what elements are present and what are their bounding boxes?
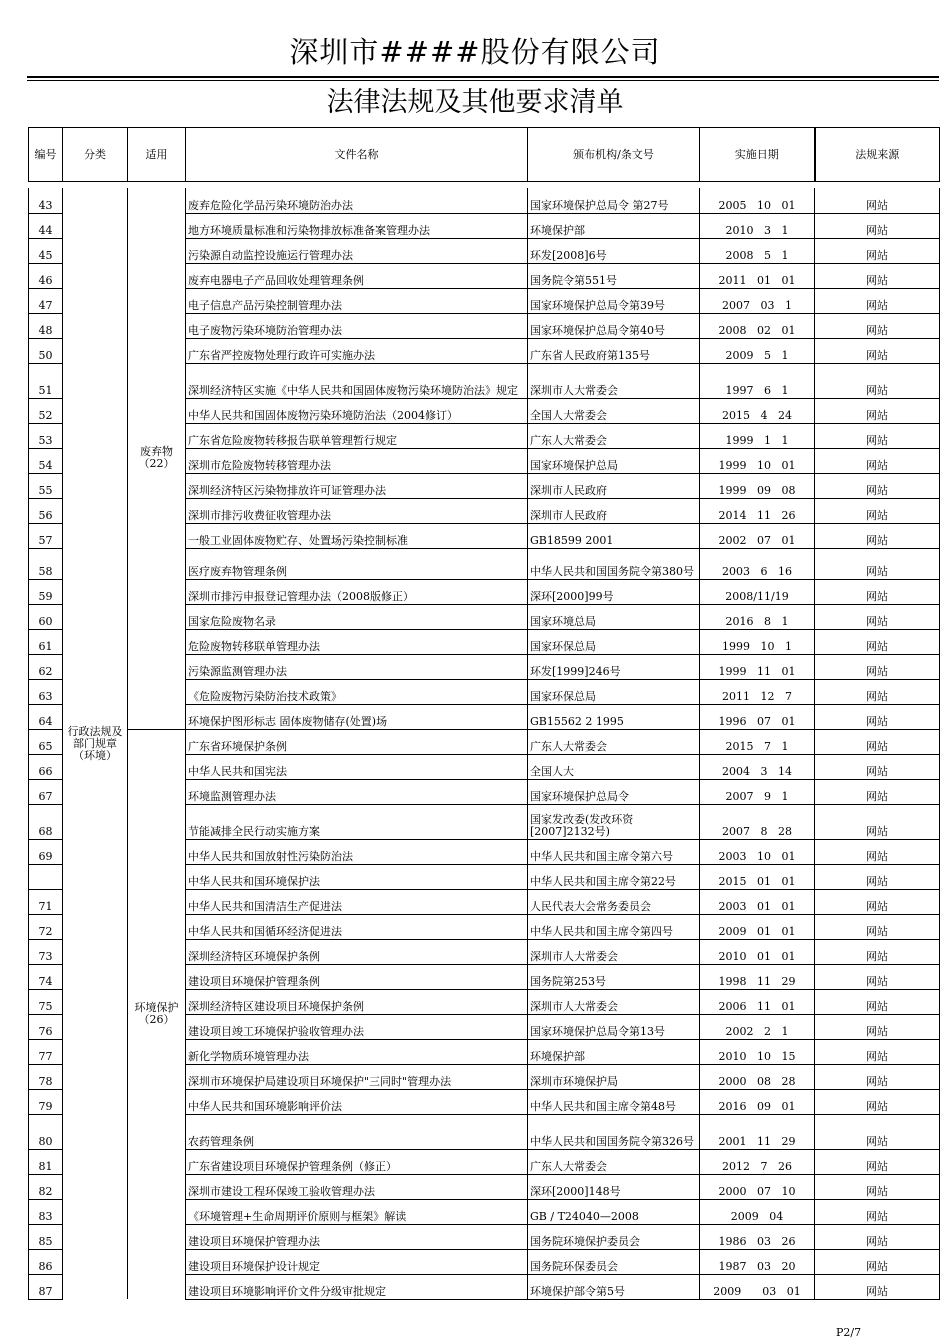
row-number: 58: [29, 548, 63, 579]
row-number: 73: [29, 939, 63, 964]
page-number: P2/7: [836, 1326, 862, 1339]
document-name: 《危险废物污染防治技术政策》: [186, 679, 528, 704]
effective-date: 2016 09 01: [700, 1089, 815, 1114]
issuing-authority: 国务院第253号: [528, 964, 700, 989]
effective-date: 2009 03 01: [700, 1274, 815, 1299]
regulation-source: 网站: [815, 548, 940, 579]
row-number: 83: [29, 1199, 63, 1224]
document-title: 法律法规及其他要求清单: [326, 87, 624, 118]
issuing-authority: 人民代表大会常务委员会: [528, 889, 700, 914]
row-number: 69: [29, 839, 63, 864]
table-body: [29, 188, 940, 1299]
effective-date: 1999 10 1: [700, 629, 815, 654]
regulation-source: 网站: [815, 1014, 940, 1039]
row-number: 64: [29, 704, 63, 729]
regulation-source: 网站: [815, 1249, 940, 1274]
row-number: 62: [29, 654, 63, 679]
regulation-source: 网站: [815, 839, 940, 864]
regulation-source: 网站: [815, 679, 940, 704]
regulation-source: 网站: [815, 889, 940, 914]
regulation-source: 网站: [815, 473, 940, 498]
regulation-source: 网站: [815, 1149, 940, 1174]
scope-cell-waste: 废弃物（22）: [128, 188, 186, 729]
document-name: 中华人民共和国放射性污染防治法: [186, 839, 528, 864]
document-name: 广东省建设项目环境保护管理条例（修正）: [186, 1149, 528, 1174]
document-name: 节能减排全民行动实施方案: [186, 804, 528, 839]
effective-date: 2011 12 7: [700, 679, 815, 704]
row-number: 61: [29, 629, 63, 654]
effective-date: 2002 07 01: [700, 523, 815, 548]
regulation-source: 网站: [815, 704, 940, 729]
document-name: 电子废物污染环境防治管理办法: [186, 313, 528, 338]
issuing-authority: 深圳市环境保护局: [528, 1064, 700, 1089]
issuing-authority: 中华人民共和国主席令第48号: [528, 1089, 700, 1114]
col-header-issuer: 颁布机构/条文号: [528, 128, 700, 182]
effective-date: 1999 1 1: [700, 423, 815, 448]
table-row: [29, 729, 940, 754]
regulation-source: 网站: [815, 523, 940, 548]
document-name: 国家危险废物名录: [186, 604, 528, 629]
issuing-authority: 国家环境保护总局: [528, 448, 700, 473]
row-number: 76: [29, 1014, 63, 1039]
row-number: 87: [29, 1274, 63, 1299]
effective-date: 2012 7 26: [700, 1149, 815, 1174]
document-name: 废弃电器电子产品回收处理管理条例: [186, 263, 528, 288]
regulation-source: 网站: [815, 1199, 940, 1224]
effective-date: 1997 6 1: [700, 363, 815, 398]
col-header-category: 分类: [63, 128, 128, 182]
effective-date: 2008/11/19: [700, 579, 815, 604]
document-name: 广东省严控废物处理行政许可实施办法: [186, 338, 528, 363]
regulation-source: 网站: [815, 754, 940, 779]
row-number: 44: [29, 213, 63, 238]
regulation-source: 网站: [815, 779, 940, 804]
issuing-authority: 国家环保总局: [528, 679, 700, 704]
document-name: 广东省环境保护条例: [186, 729, 528, 754]
issuing-authority: 国务院令第551号: [528, 263, 700, 288]
category-cell: 行政法规及部门规章（环境）: [63, 188, 128, 1299]
effective-date: 2003 01 01: [700, 889, 815, 914]
effective-date: 2009 5 1: [700, 338, 815, 363]
issuing-authority: 深环[2000]148号: [528, 1174, 700, 1199]
document-name: 建设项目环境保护管理办法: [186, 1224, 528, 1249]
issuing-authority: 广东省人民政府第135号: [528, 338, 700, 363]
document-name: 中华人民共和国环境影响评价法: [186, 1089, 528, 1114]
effective-date: 2009 04: [700, 1199, 815, 1224]
row-number: 43: [29, 188, 63, 213]
effective-date: 1996 07 01: [700, 704, 815, 729]
row-number: 78: [29, 1064, 63, 1089]
document-name: 建设项目环境影响评价文件分级审批规定: [186, 1274, 528, 1299]
row-number: 80: [29, 1114, 63, 1149]
effective-date: 1987 03 20: [700, 1249, 815, 1274]
effective-date: 2000 07 10: [700, 1174, 815, 1199]
issuing-authority: 中华人民共和国国务院令第326号: [528, 1114, 700, 1149]
regulation-source: 网站: [815, 398, 940, 423]
document-name: 深圳市建设工程环保竣工验收管理办法: [186, 1174, 528, 1199]
col-header-doc-name: 文件名称: [186, 128, 528, 182]
regulation-source: 网站: [815, 939, 940, 964]
issuing-authority: 国务院环保委员会: [528, 1249, 700, 1274]
effective-date: 1999 09 08: [700, 473, 815, 498]
effective-date: 2007 03 1: [700, 288, 815, 313]
regulation-source: 网站: [815, 1114, 940, 1149]
effective-date: 2002 2 1: [700, 1014, 815, 1039]
regulation-source: 网站: [815, 729, 940, 754]
document-name: 地方环境质量标准和污染物排放标准备案管理办法: [186, 213, 528, 238]
row-number: 71: [29, 889, 63, 914]
document-name: 《环境管理+生命周期评价原则与框架》解读: [186, 1199, 528, 1224]
effective-date: 2015 4 24: [700, 398, 815, 423]
document-name: 建设项目环境保护管理条例: [186, 964, 528, 989]
regulation-source: 网站: [815, 238, 940, 263]
document-name: 建设项目环境保护设计规定: [186, 1249, 528, 1274]
regulation-source: 网站: [815, 448, 940, 473]
effective-date: 1986 03 26: [700, 1224, 815, 1249]
effective-date: 2001 11 29: [700, 1114, 815, 1149]
effective-date: 2004 3 14: [700, 754, 815, 779]
row-number: 67: [29, 779, 63, 804]
document-name: 污染源监测管理办法: [186, 654, 528, 679]
issuing-authority: 环境保护部令第5号: [528, 1274, 700, 1299]
document-name: 深圳经济特区实施《中华人民共和国固体废物污染环境防治法》规定: [186, 363, 528, 398]
effective-date: 2008 02 01: [700, 313, 815, 338]
document-name: 新化学物质环境管理办法: [186, 1039, 528, 1064]
row-number: 55: [29, 473, 63, 498]
issuing-authority: GB15562 2 1995: [528, 704, 700, 729]
issuing-authority: 深环[2000]99号: [528, 579, 700, 604]
regulation-source: 网站: [815, 864, 940, 889]
regulation-source: 网站: [815, 423, 940, 448]
regulation-source: 网站: [815, 263, 940, 288]
regulation-source: 网站: [815, 1089, 940, 1114]
row-number: 52: [29, 398, 63, 423]
effective-date: 1998 11 29: [700, 964, 815, 989]
row-number: 46: [29, 263, 63, 288]
row-number: 47: [29, 288, 63, 313]
regulation-source: 网站: [815, 288, 940, 313]
regulation-source: 网站: [815, 1274, 940, 1299]
effective-date: 2009 01 01: [700, 914, 815, 939]
row-number: 53: [29, 423, 63, 448]
regulation-source: 网站: [815, 313, 940, 338]
effective-date: 2006 11 01: [700, 989, 815, 1014]
document-name: 中华人民共和国环境保护法: [186, 864, 528, 889]
issuing-authority: 深圳市人民政府: [528, 473, 700, 498]
document-name: 电子信息产品污染控制管理办法: [186, 288, 528, 313]
issuing-authority: 全国人大: [528, 754, 700, 779]
document-name: 中华人民共和国宪法: [186, 754, 528, 779]
effective-date: 2010 01 01: [700, 939, 815, 964]
effective-date: 2005 10 01: [700, 188, 815, 213]
effective-date: 2015 7 1: [700, 729, 815, 754]
row-number: 86: [29, 1249, 63, 1274]
effective-date: 2010 10 15: [700, 1039, 815, 1064]
row-number: 81: [29, 1149, 63, 1174]
regulation-source: 网站: [815, 1064, 940, 1089]
col-header-source: 法规来源: [815, 128, 940, 182]
document-name: 广东省危险废物转移报告联单管理暂行规定: [186, 423, 528, 448]
document-name: 环境保护图形标志 固体废物储存(处置)场: [186, 704, 528, 729]
regulation-source: 网站: [815, 654, 940, 679]
regulations-table: [28, 127, 940, 1300]
document-name: 深圳市环境保护局建设项目环境保护"三同时"管理办法: [186, 1064, 528, 1089]
document-name: 深圳市排污申报登记管理办法（2008版修正）: [186, 579, 528, 604]
effective-date: 2011 01 01: [700, 263, 815, 288]
document-name: 污染源自动监控设施运行管理办法: [186, 238, 528, 263]
row-number: 72: [29, 914, 63, 939]
regulation-source: 网站: [815, 338, 940, 363]
row-number: 60: [29, 604, 63, 629]
issuing-authority: 广东人大常委会: [528, 423, 700, 448]
issuing-authority: 中华人民共和国主席令第22号: [528, 864, 700, 889]
issuing-authority: 环发[1999]246号: [528, 654, 700, 679]
document-name: 中华人民共和国循环经济促进法: [186, 914, 528, 939]
issuing-authority: 广东人大常委会: [528, 729, 700, 754]
issuing-authority: 国务院环境保护委员会: [528, 1224, 700, 1249]
issuing-authority: 深圳市人大常委会: [528, 363, 700, 398]
document-name: 深圳经济特区污染物排放许可证管理办法: [186, 473, 528, 498]
effective-date: 2007 9 1: [700, 779, 815, 804]
regulation-source: 网站: [815, 804, 940, 839]
effective-date: 2003 6 16: [700, 548, 815, 579]
header-rule-thick: [27, 76, 939, 78]
issuing-authority: 全国人大常委会: [528, 398, 700, 423]
document-name: 危险废物转移联单管理办法: [186, 629, 528, 654]
regulation-source: 网站: [815, 188, 940, 213]
effective-date: 2014 11 26: [700, 498, 815, 523]
row-number: 85: [29, 1224, 63, 1249]
document-name: 深圳经济特区建设项目环境保护条例: [186, 989, 528, 1014]
issuing-authority: 国家环境保护总局令第40号: [528, 313, 700, 338]
issuing-authority: 国家环境保护总局令 第27号: [528, 188, 700, 213]
document-name: 环境监测管理办法: [186, 779, 528, 804]
issuing-authority: 环境保护部: [528, 213, 700, 238]
issuing-authority: 环境保护部: [528, 1039, 700, 1064]
col-header-no: 编号: [29, 128, 63, 182]
regulation-source: 网站: [815, 604, 940, 629]
row-number: 74: [29, 964, 63, 989]
issuing-authority: 国家环保总局: [528, 629, 700, 654]
row-number: 54: [29, 448, 63, 473]
row-number: 66: [29, 754, 63, 779]
col-header-date: 实施日期: [700, 128, 815, 182]
issuing-authority: 国家环境总局: [528, 604, 700, 629]
document-name: 中华人民共和国清洁生产促进法: [186, 889, 528, 914]
effective-date: 1999 10 01: [700, 448, 815, 473]
issuing-authority: 广东人大常委会: [528, 1149, 700, 1174]
row-number: 75: [29, 989, 63, 1014]
row-number: 50: [29, 338, 63, 363]
issuing-authority: 国家环境保护总局令第39号: [528, 288, 700, 313]
effective-date: 2007 8 28: [700, 804, 815, 839]
regulation-source: 网站: [815, 579, 940, 604]
document-name: 农药管理条例: [186, 1114, 528, 1149]
effective-date: 2000 08 28: [700, 1064, 815, 1089]
issuing-authority: GB / T24040—2008: [528, 1199, 700, 1224]
issuing-authority: 中华人民共和国主席令第六号: [528, 839, 700, 864]
document-name: 中华人民共和国固体废物污染环境防治法（2004修订）: [186, 398, 528, 423]
regulation-source: 网站: [815, 363, 940, 398]
effective-date: 2010 3 1: [700, 213, 815, 238]
row-number: 65: [29, 729, 63, 754]
row-number: 68: [29, 804, 63, 839]
col-header-scope: 适用: [128, 128, 186, 182]
row-number: 48: [29, 313, 63, 338]
issuing-authority: 国家环境保护总局令第13号: [528, 1014, 700, 1039]
document-name: 医疗废弃物管理条例: [186, 548, 528, 579]
document-name: 深圳市排污收费征收管理办法: [186, 498, 528, 523]
issuing-authority: 深圳市人大常委会: [528, 939, 700, 964]
regulation-source: 网站: [815, 213, 940, 238]
regulation-source: 网站: [815, 989, 940, 1014]
regulation-source: 网站: [815, 498, 940, 523]
regulation-source: 网站: [815, 964, 940, 989]
row-number: 45: [29, 238, 63, 263]
document-name: 废弃危险化学品污染环境防治办法: [186, 188, 528, 213]
regulation-source: 网站: [815, 1174, 940, 1199]
regulation-source: 网站: [815, 1224, 940, 1249]
issuing-authority: 国家环境保护总局令: [528, 779, 700, 804]
regulation-source: 网站: [815, 1039, 940, 1064]
row-number: 63: [29, 679, 63, 704]
row-number: 79: [29, 1089, 63, 1114]
issuing-authority: 深圳市人大常委会: [528, 989, 700, 1014]
issuing-authority: 深圳市人民政府: [528, 498, 700, 523]
row-number: 51: [29, 363, 63, 398]
effective-date: 2015 01 01: [700, 864, 815, 889]
table-row: [29, 188, 940, 213]
regulation-source: 网站: [815, 629, 940, 654]
effective-date: 1999 11 01: [700, 654, 815, 679]
document-name: 建设项目竣工环境保护验收管理办法: [186, 1014, 528, 1039]
row-number: 59: [29, 579, 63, 604]
document-name: 一般工业固体废物贮存、处置场污染控制标准: [186, 523, 528, 548]
issuing-authority: 环发[2008]6号: [528, 238, 700, 263]
regulation-source: 网站: [815, 914, 940, 939]
effective-date: 2003 10 01: [700, 839, 815, 864]
scope-cell-environment: 环境保护（26）: [128, 729, 186, 1299]
effective-date: 2016 8 1: [700, 604, 815, 629]
row-number: 57: [29, 523, 63, 548]
row-number: [29, 864, 63, 889]
issuing-authority: 中华人民共和国主席令第四号: [528, 914, 700, 939]
document-name: 深圳经济特区环境保护条例: [186, 939, 528, 964]
effective-date: 2008 5 1: [700, 238, 815, 263]
issuing-authority: GB18599 2001: [528, 523, 700, 548]
document-name: 深圳市危险废物转移管理办法: [186, 448, 528, 473]
row-number: 82: [29, 1174, 63, 1199]
row-number: 56: [29, 498, 63, 523]
issuing-authority: 国家发改委(发改环资[2007]2132号): [528, 804, 700, 839]
row-number: 77: [29, 1039, 63, 1064]
issuing-authority: 中华人民共和国国务院令第380号: [528, 548, 700, 579]
company-name: 深圳市####股份有限公司: [289, 35, 661, 69]
